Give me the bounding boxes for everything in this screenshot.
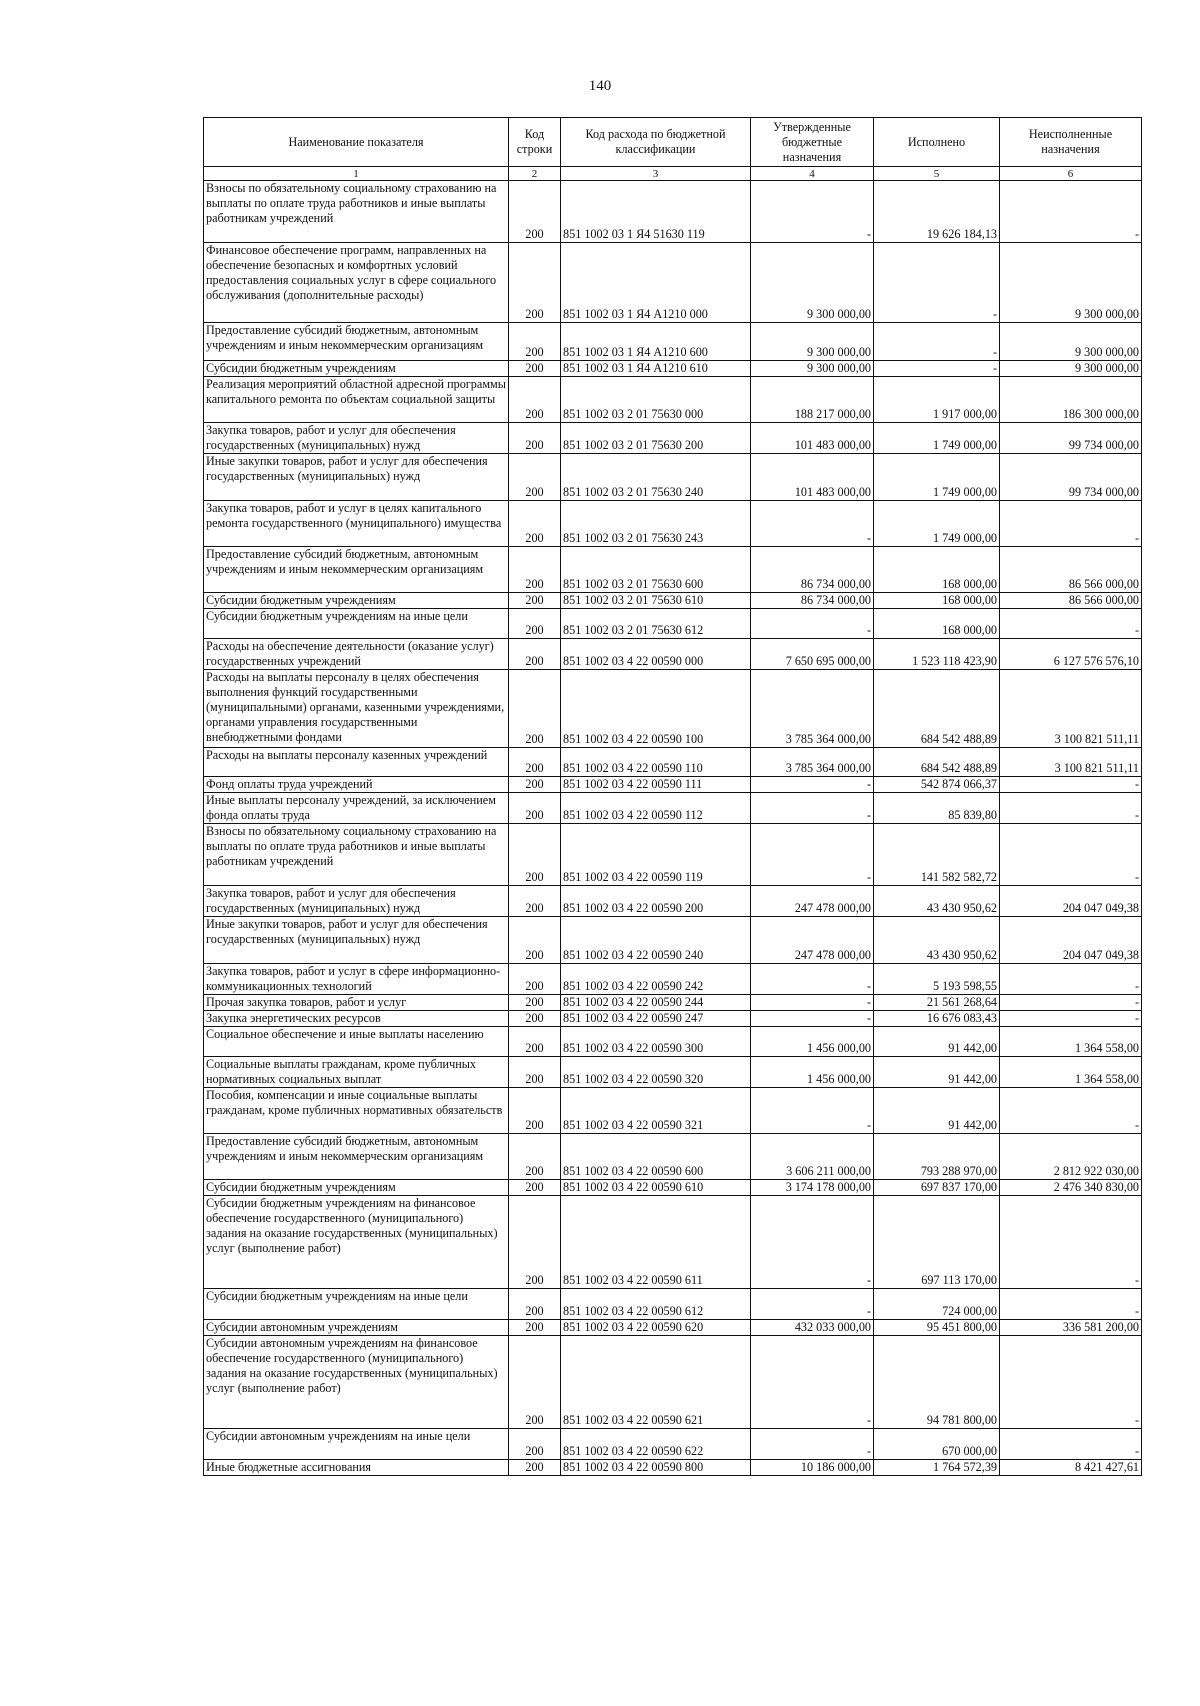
row-name: Социальные выплаты гражданам, кроме публичных нормативных социальных выплат [204, 1057, 509, 1088]
row-budget-code: 851 1002 03 4 22 00590 247 [561, 1011, 751, 1027]
row-budget-code: 851 1002 03 2 01 75630 610 [561, 593, 751, 609]
row-line-code: 200 [509, 377, 561, 423]
row-name: Закупка товаров, работ и услуг для обеспечения государственных (муниципальных) нужд [204, 886, 509, 917]
row-unexecuted: - [1000, 1429, 1142, 1460]
column-number: 4 [751, 167, 874, 181]
row-approved: 1 456 000,00 [751, 1057, 874, 1088]
row-unexecuted: 86 566 000,00 [1000, 593, 1142, 609]
row-unexecuted: 1 364 558,00 [1000, 1057, 1142, 1088]
row-approved: - [751, 777, 874, 793]
row-executed: 168 000,00 [874, 609, 1000, 639]
row-name: Расходы на выплаты персоналу казенных учреждений [204, 748, 509, 777]
row-name: Пособия, компенсации и иные социальные выплаты гражданам, кроме публичных нормативных обязательств [204, 1088, 509, 1134]
row-budget-code: 851 1002 03 4 22 00590 240 [561, 917, 751, 964]
row-executed: 1 749 000,00 [874, 454, 1000, 501]
row-line-code: 200 [509, 670, 561, 748]
row-executed: 1 749 000,00 [874, 501, 1000, 547]
row-line-code: 200 [509, 593, 561, 609]
column-number-row [204, 167, 1142, 181]
row-budget-code: 851 1002 03 4 22 00590 112 [561, 793, 751, 824]
page-number: 140 [588, 78, 612, 94]
row-line-code: 200 [509, 1057, 561, 1088]
table-body [204, 181, 1142, 1476]
row-name: Иные закупки товаров, работ и услуг для обеспечения государственных (муниципальных) нужд [204, 917, 509, 964]
table-row [204, 454, 1142, 501]
row-approved: - [751, 995, 874, 1011]
table-row [204, 824, 1142, 886]
table-row [204, 1336, 1142, 1429]
row-line-code: 200 [509, 1088, 561, 1134]
row-executed: 95 451 800,00 [874, 1320, 1000, 1336]
table-row [204, 886, 1142, 917]
row-executed: 141 582 582,72 [874, 824, 1000, 886]
row-line-code: 200 [509, 886, 561, 917]
table-row [204, 1196, 1142, 1289]
table-row [204, 1320, 1142, 1336]
row-unexecuted: - [1000, 181, 1142, 243]
row-budget-code: 851 1002 03 4 22 00590 321 [561, 1088, 751, 1134]
row-executed: 1 764 572,39 [874, 1460, 1000, 1476]
row-budget-code: 851 1002 03 4 22 00590 612 [561, 1289, 751, 1320]
row-approved: 188 217 000,00 [751, 377, 874, 423]
row-budget-code: 851 1002 03 4 22 00590 000 [561, 639, 751, 670]
row-approved: 3 174 178 000,00 [751, 1180, 874, 1196]
table-row [204, 593, 1142, 609]
row-unexecuted: - [1000, 1011, 1142, 1027]
row-line-code: 200 [509, 1336, 561, 1429]
table-row [204, 609, 1142, 639]
row-name: Прочая закупка товаров, работ и услуг [204, 995, 509, 1011]
row-executed: 5 193 598,55 [874, 964, 1000, 995]
header-approved: Утвержденные бюджетные назначения [751, 118, 874, 167]
table-row [204, 377, 1142, 423]
row-line-code: 200 [509, 793, 561, 824]
row-line-code: 200 [509, 1134, 561, 1180]
row-line-code: 200 [509, 609, 561, 639]
row-approved: - [751, 793, 874, 824]
table-row [204, 917, 1142, 964]
table-row [204, 748, 1142, 777]
row-name: Расходы на выплаты персоналу в целях обеспечения выполнения функций государственными (муниципальными) органами, казенными учреждениями, органами управления государственными внебюджетными фондами [204, 670, 509, 748]
row-unexecuted: 336 581 200,00 [1000, 1320, 1142, 1336]
column-number: 3 [561, 167, 751, 181]
row-name: Иные выплаты персоналу учреждений, за исключением фонда оплаты труда [204, 793, 509, 824]
row-name: Субсидии бюджетным учреждениям [204, 593, 509, 609]
row-approved: 86 734 000,00 [751, 593, 874, 609]
row-approved: 9 300 000,00 [751, 243, 874, 323]
row-unexecuted: 204 047 049,38 [1000, 886, 1142, 917]
row-line-code: 200 [509, 1429, 561, 1460]
row-unexecuted: 3 100 821 511,11 [1000, 670, 1142, 748]
row-approved: 3 785 364 000,00 [751, 670, 874, 748]
row-approved: 1 456 000,00 [751, 1027, 874, 1057]
row-unexecuted: - [1000, 609, 1142, 639]
row-executed: 684 542 488,89 [874, 748, 1000, 777]
row-name: Закупка энергетических ресурсов [204, 1011, 509, 1027]
row-executed: 793 288 970,00 [874, 1134, 1000, 1180]
row-line-code: 200 [509, 748, 561, 777]
row-budget-code: 851 1002 03 4 22 00590 110 [561, 748, 751, 777]
table-row [204, 1460, 1142, 1476]
row-approved: 9 300 000,00 [751, 323, 874, 361]
row-unexecuted: 99 734 000,00 [1000, 454, 1142, 501]
row-executed: 21 561 268,64 [874, 995, 1000, 1011]
row-line-code: 200 [509, 777, 561, 793]
row-approved: 3 606 211 000,00 [751, 1134, 874, 1180]
row-budget-code: 851 1002 03 2 01 75630 612 [561, 609, 751, 639]
row-approved: 101 483 000,00 [751, 454, 874, 501]
row-executed: 91 442,00 [874, 1057, 1000, 1088]
row-executed: 697 837 170,00 [874, 1180, 1000, 1196]
row-executed: 724 000,00 [874, 1289, 1000, 1320]
row-approved: 432 033 000,00 [751, 1320, 874, 1336]
row-line-code: 200 [509, 323, 561, 361]
row-executed: 1 917 000,00 [874, 377, 1000, 423]
row-unexecuted: 6 127 576 576,10 [1000, 639, 1142, 670]
row-executed: 19 626 184,13 [874, 181, 1000, 243]
row-unexecuted: - [1000, 1336, 1142, 1429]
row-unexecuted: - [1000, 793, 1142, 824]
row-name: Субсидии бюджетным учреждениям на иные цели [204, 609, 509, 639]
table-row [204, 1057, 1142, 1088]
row-budget-code: 851 1002 03 4 22 00590 242 [561, 964, 751, 995]
table-row [204, 777, 1142, 793]
row-name: Субсидии автономным учреждениям на иные цели [204, 1429, 509, 1460]
row-unexecuted: 9 300 000,00 [1000, 323, 1142, 361]
row-executed: 168 000,00 [874, 547, 1000, 593]
table-row [204, 1011, 1142, 1027]
row-budget-code: 851 1002 03 2 01 75630 000 [561, 377, 751, 423]
row-line-code: 200 [509, 1180, 561, 1196]
header-name: Наименование показателя [204, 118, 509, 167]
table-row [204, 323, 1142, 361]
row-line-code: 200 [509, 547, 561, 593]
table-row [204, 181, 1142, 243]
row-executed: 697 113 170,00 [874, 1196, 1000, 1289]
row-name: Взносы по обязательному социальному страхованию на выплаты по оплате труда работников и иные выплаты работникам учреждений [204, 181, 509, 243]
row-approved: - [751, 609, 874, 639]
row-name: Взносы по обязательному социальному страхованию на выплаты по оплате труда работников и иные выплаты работникам учреждений [204, 824, 509, 886]
row-unexecuted: - [1000, 1088, 1142, 1134]
row-line-code: 200 [509, 1027, 561, 1057]
row-name: Иные закупки товаров, работ и услуг для обеспечения государственных (муниципальных) нужд [204, 454, 509, 501]
header-row [204, 118, 1142, 167]
row-name: Субсидии автономным учреждениям на финансовое обеспечение государственного (муниципального) задания на оказание государственных (муниципальных) услуг (выполнение работ) [204, 1336, 509, 1429]
row-approved: 247 478 000,00 [751, 886, 874, 917]
row-unexecuted: 8 421 427,61 [1000, 1460, 1142, 1476]
column-number: 2 [509, 167, 561, 181]
row-executed: 684 542 488,89 [874, 670, 1000, 748]
row-budget-code: 851 1002 03 4 22 00590 610 [561, 1180, 751, 1196]
header-line-code: Код строки [509, 118, 561, 167]
row-approved: - [751, 1011, 874, 1027]
row-approved: - [751, 1289, 874, 1320]
row-budget-code: 851 1002 03 4 22 00590 320 [561, 1057, 751, 1088]
row-approved: - [751, 501, 874, 547]
row-executed: 91 442,00 [874, 1088, 1000, 1134]
row-approved: 247 478 000,00 [751, 917, 874, 964]
row-unexecuted: 186 300 000,00 [1000, 377, 1142, 423]
row-executed: 1 749 000,00 [874, 423, 1000, 454]
table-row [204, 501, 1142, 547]
row-executed: 16 676 083,43 [874, 1011, 1000, 1027]
row-budget-code: 851 1002 03 4 22 00590 621 [561, 1336, 751, 1429]
row-name: Фонд оплаты труда учреждений [204, 777, 509, 793]
row-line-code: 200 [509, 454, 561, 501]
row-executed: 43 430 950,62 [874, 917, 1000, 964]
row-executed: 168 000,00 [874, 593, 1000, 609]
header-budget-code: Код расхода по бюджетной классификации [561, 118, 751, 167]
row-name: Предоставление субсидий бюджетным, автономным учреждениям и иным некоммерческим организациям [204, 547, 509, 593]
header-unexecuted: Неисполненные назначения [1000, 118, 1142, 167]
row-line-code: 200 [509, 1011, 561, 1027]
table-row [204, 1289, 1142, 1320]
row-name: Субсидии бюджетным учреждениям [204, 361, 509, 377]
row-unexecuted: - [1000, 501, 1142, 547]
budget-report-table [203, 117, 1142, 1476]
row-unexecuted: - [1000, 964, 1142, 995]
row-line-code: 200 [509, 639, 561, 670]
row-budget-code: 851 1002 03 2 01 75630 200 [561, 423, 751, 454]
table-row [204, 361, 1142, 377]
row-name: Предоставление субсидий бюджетным, автономным учреждениям и иным некоммерческим организациям [204, 323, 509, 361]
row-executed: 43 430 950,62 [874, 886, 1000, 917]
row-name: Субсидии бюджетным учреждениям на финансовое обеспечение государственного (муниципального) задания на оказание государственных (муниципальных) услуг (выполнение работ) [204, 1196, 509, 1289]
row-name: Закупка товаров, работ и услуг в сфере информационно-коммуникационных технологий [204, 964, 509, 995]
row-budget-code: 851 1002 03 1 Я4 51630 119 [561, 181, 751, 243]
row-line-code: 200 [509, 964, 561, 995]
row-unexecuted: - [1000, 1289, 1142, 1320]
row-line-code: 200 [509, 824, 561, 886]
row-approved: 101 483 000,00 [751, 423, 874, 454]
row-unexecuted: 204 047 049,38 [1000, 917, 1142, 964]
row-unexecuted: 9 300 000,00 [1000, 243, 1142, 323]
row-unexecuted: - [1000, 777, 1142, 793]
row-approved: 7 650 695 000,00 [751, 639, 874, 670]
row-budget-code: 851 1002 03 4 22 00590 111 [561, 777, 751, 793]
column-number: 5 [874, 167, 1000, 181]
row-line-code: 200 [509, 1289, 561, 1320]
row-name: Реализация мероприятий областной адресной программы капитального ремонта по объектам социальной защиты [204, 377, 509, 423]
row-approved: 9 300 000,00 [751, 361, 874, 377]
row-budget-code: 851 1002 03 2 01 75630 600 [561, 547, 751, 593]
row-approved: 3 785 364 000,00 [751, 748, 874, 777]
row-line-code: 200 [509, 1320, 561, 1336]
column-number: 6 [1000, 167, 1142, 181]
row-unexecuted: 3 100 821 511,11 [1000, 748, 1142, 777]
row-name: Субсидии автономным учреждениям [204, 1320, 509, 1336]
row-line-code: 200 [509, 423, 561, 454]
row-line-code: 200 [509, 917, 561, 964]
row-budget-code: 851 1002 03 4 22 00590 244 [561, 995, 751, 1011]
row-budget-code: 851 1002 03 4 22 00590 100 [561, 670, 751, 748]
row-executed: - [874, 361, 1000, 377]
header-executed: Исполнено [874, 118, 1000, 167]
row-line-code: 200 [509, 1460, 561, 1476]
row-budget-code: 851 1002 03 1 Я4 А1210 000 [561, 243, 751, 323]
row-approved: - [751, 181, 874, 243]
row-unexecuted: 2 812 922 030,00 [1000, 1134, 1142, 1180]
row-executed: 85 839,80 [874, 793, 1000, 824]
table-row [204, 639, 1142, 670]
row-name: Субсидии бюджетным учреждениям на иные цели [204, 1289, 509, 1320]
row-unexecuted: 2 476 340 830,00 [1000, 1180, 1142, 1196]
row-executed: 94 781 800,00 [874, 1336, 1000, 1429]
row-budget-code: 851 1002 03 2 01 75630 240 [561, 454, 751, 501]
table-row [204, 1180, 1142, 1196]
row-unexecuted: 86 566 000,00 [1000, 547, 1142, 593]
table-row [204, 1027, 1142, 1057]
table-row [204, 995, 1142, 1011]
row-budget-code: 851 1002 03 4 22 00590 620 [561, 1320, 751, 1336]
row-executed: 670 000,00 [874, 1429, 1000, 1460]
row-unexecuted: 99 734 000,00 [1000, 423, 1142, 454]
row-unexecuted: - [1000, 1196, 1142, 1289]
row-line-code: 200 [509, 501, 561, 547]
table-row [204, 1088, 1142, 1134]
row-approved: - [751, 1336, 874, 1429]
row-name: Субсидии бюджетным учреждениям [204, 1180, 509, 1196]
row-budget-code: 851 1002 03 4 22 00590 622 [561, 1429, 751, 1460]
row-executed: - [874, 243, 1000, 323]
row-approved: - [751, 1196, 874, 1289]
table-row [204, 1134, 1142, 1180]
row-line-code: 200 [509, 361, 561, 377]
row-unexecuted: 1 364 558,00 [1000, 1027, 1142, 1057]
table-row [204, 964, 1142, 995]
row-unexecuted: 9 300 000,00 [1000, 361, 1142, 377]
row-approved: - [751, 1429, 874, 1460]
row-name: Закупка товаров, работ и услуг для обеспечения государственных (муниципальных) нужд [204, 423, 509, 454]
row-name: Социальное обеспечение и иные выплаты населению [204, 1027, 509, 1057]
row-line-code: 200 [509, 1196, 561, 1289]
row-unexecuted: - [1000, 824, 1142, 886]
table-row [204, 423, 1142, 454]
row-budget-code: 851 1002 03 4 22 00590 300 [561, 1027, 751, 1057]
row-approved: - [751, 964, 874, 995]
row-name: Расходы на обеспечение деятельности (оказание услуг) государственных учреждений [204, 639, 509, 670]
row-budget-code: 851 1002 03 1 Я4 А1210 610 [561, 361, 751, 377]
row-executed: - [874, 323, 1000, 361]
row-unexecuted: - [1000, 995, 1142, 1011]
row-line-code: 200 [509, 995, 561, 1011]
row-name: Предоставление субсидий бюджетным, автономным учреждениям и иным некоммерческим организациям [204, 1134, 509, 1180]
row-budget-code: 851 1002 03 4 22 00590 119 [561, 824, 751, 886]
row-executed: 1 523 118 423,90 [874, 639, 1000, 670]
table-row [204, 243, 1142, 323]
column-number: 1 [204, 167, 509, 181]
row-approved: 86 734 000,00 [751, 547, 874, 593]
row-budget-code: 851 1002 03 4 22 00590 600 [561, 1134, 751, 1180]
row-approved: - [751, 824, 874, 886]
row-executed: 542 874 066,37 [874, 777, 1000, 793]
row-approved: 10 186 000,00 [751, 1460, 874, 1476]
row-budget-code: 851 1002 03 4 22 00590 611 [561, 1196, 751, 1289]
row-name: Иные бюджетные ассигнования [204, 1460, 509, 1476]
row-line-code: 200 [509, 243, 561, 323]
row-budget-code: 851 1002 03 2 01 75630 243 [561, 501, 751, 547]
row-budget-code: 851 1002 03 4 22 00590 800 [561, 1460, 751, 1476]
row-executed: 91 442,00 [874, 1027, 1000, 1057]
row-budget-code: 851 1002 03 4 22 00590 200 [561, 886, 751, 917]
table-row [204, 793, 1142, 824]
table-row [204, 547, 1142, 593]
row-name: Финансовое обеспечение программ, направленных на обеспечение безопасных и комфортных условий предоставления социальных услуг в сфере социального обслуживания (дополнительные расходы) [204, 243, 509, 323]
table-row [204, 670, 1142, 748]
row-approved: - [751, 1088, 874, 1134]
row-budget-code: 851 1002 03 1 Я4 А1210 600 [561, 323, 751, 361]
row-line-code: 200 [509, 181, 561, 243]
table-row [204, 1429, 1142, 1460]
row-name: Закупка товаров, работ и услуг в целях капитального ремонта государственного (муниципального) имущества [204, 501, 509, 547]
